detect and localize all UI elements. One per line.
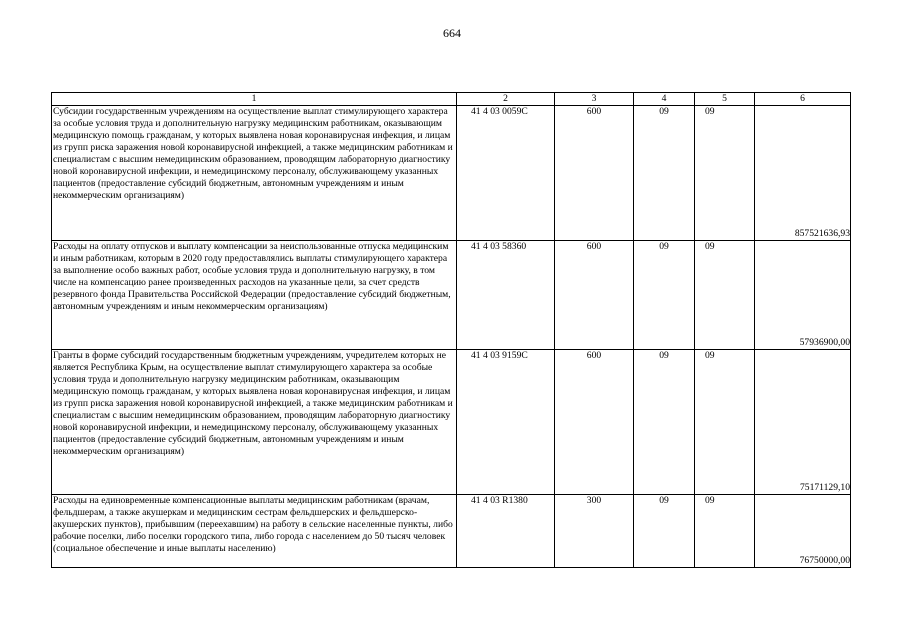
row-target-code: 41 4 03 R1380: [457, 495, 555, 568]
row-target-code: 41 4 03 0059С: [457, 106, 555, 241]
row-description: Расходы на оплату отпусков и выплату компенсации за неиспользованные отпуска медицинским и иным работникам, которым в 2020 году предоставлялись выплаты стимулирующего характера за выполнение особо важных работ, особые условия труда и дополнительную нагрузку, в том числе на компенсацию ранее произведенных расходов на указанные цели, за счет средств резервного фонда Правительства Российской Федерации (предоставление субсидий бюджетным, автономным учреждениям и иным некоммерческим организациям): [52, 241, 457, 350]
row-amount: 75171129,10: [755, 350, 851, 495]
table-row: [52, 350, 851, 495]
table-row: [52, 241, 851, 350]
column-header-2: 2: [457, 93, 555, 106]
column-header-5: 5: [695, 93, 755, 106]
row-description: Субсидии государственным учреждениям на осуществление выплат стимулирующего характера за особые условия труда и дополнительную нагрузку медицинским работникам, оказывающим медицинскую помощь гражданам, у которых выявлена новая коронавирусная инфекция, и лицам из групп риска заражения новой коронавирусной инфекцией, а также медицинским работникам и специалистам с высшим немедицинским образованием, проводящим лабораторную диагностику новой коронавирусной инфекции, и немедицинскому персоналу, обслуживающему указанных пациентов (предоставление субсидий бюджетным, автономным учреждениям и иным некоммерческим организациям): [52, 106, 457, 241]
row-subsection: 09: [695, 350, 755, 495]
budget-table: [51, 92, 851, 568]
row-amount: 57936900,00: [755, 241, 851, 350]
row-section: 09: [634, 350, 695, 495]
page-number: 664: [443, 26, 461, 40]
row-description: Гранты в форме субсидий государственным бюджетным учреждениям, учредителем которых не является Республика Крым, на осуществление выплат стимулирующего характера за особые условия труда и дополнительную нагрузку медицинским работникам, оказывающим медицинскую помощь гражданам, у которых выявлена новая коронавирусная инфекция, и лицам из групп риска заражения новой коронавирусной инфекцией, а также медицинским работникам и специалистам с высшим немедицинским образованием, проводящим лабораторную диагностику новой коронавирусной инфекции, и немедицинскому персоналу, обслуживающему указанных пациентов (предоставление субсидий бюджетным, автономным учреждениям и иным некоммерческим организациям): [52, 350, 457, 495]
row-section: 09: [634, 241, 695, 350]
column-header-4: 4: [634, 93, 695, 106]
table-row: [52, 106, 851, 241]
row-amount: 857521636,93: [755, 106, 851, 241]
row-expense-type: 600: [555, 106, 634, 241]
column-header-6: 6: [755, 93, 851, 106]
row-expense-type: 300: [555, 495, 634, 568]
column-header-1: 1: [52, 93, 457, 106]
row-description: Расходы на единовременные компенсационные выплаты медицинским работникам (врачам, фельдшерам, а также акушеркам и медицинским сестрам фельдшерских и фельдшерско-акушерских пунктов), прибывшим (переехавшим) на работу в сельские населенные пункты, либо рабочие поселки, либо поселки городского типа, либо города с населением до 50 тысяч человек (социальное обеспечение и иные выплаты населению): [52, 495, 457, 568]
row-amount: 76750000,00: [755, 495, 851, 568]
row-target-code: 41 4 03 9159С: [457, 350, 555, 495]
row-section: 09: [634, 106, 695, 241]
column-header-3: 3: [555, 93, 634, 106]
row-target-code: 41 4 03 58360: [457, 241, 555, 350]
row-section: 09: [634, 495, 695, 568]
row-expense-type: 600: [555, 241, 634, 350]
row-expense-type: 600: [555, 350, 634, 495]
row-subsection: 09: [695, 241, 755, 350]
table-header-row: [52, 93, 851, 106]
row-subsection: 09: [695, 106, 755, 241]
table-row: [52, 495, 851, 568]
row-subsection: 09: [695, 495, 755, 568]
